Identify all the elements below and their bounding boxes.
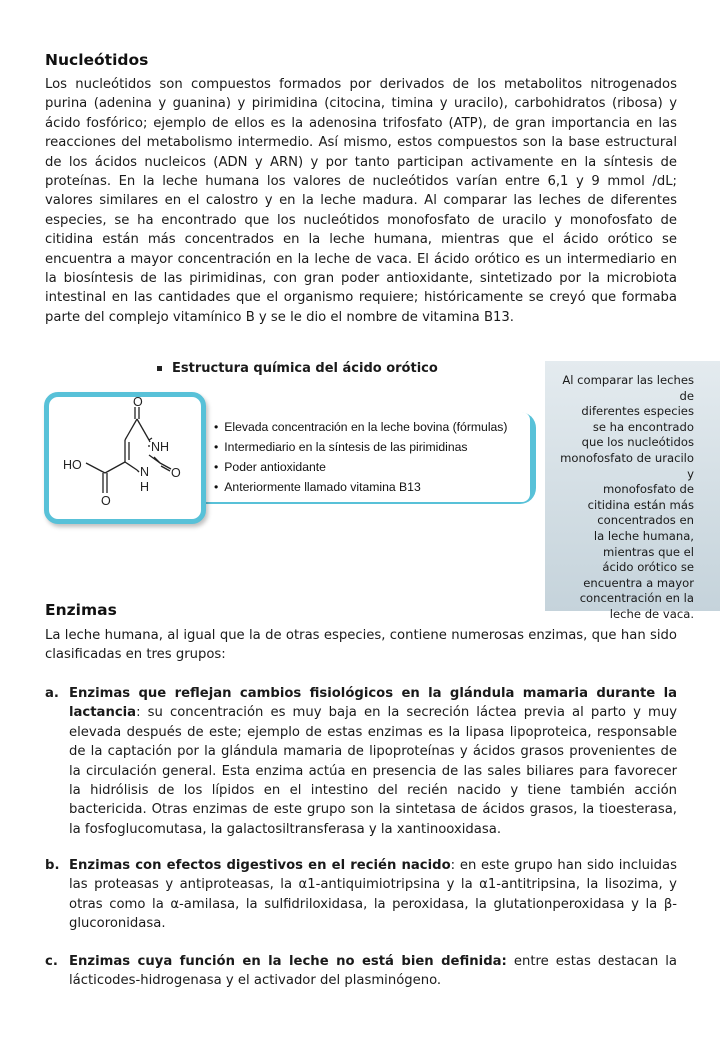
atom-label: N: [140, 465, 150, 479]
molecule-diagram: [49, 397, 201, 519]
sidebar-line: encuentra a mayor: [583, 575, 694, 590]
atom-label: NH: [151, 440, 170, 454]
atom-label: O: [171, 466, 181, 480]
list-marker: c.: [45, 954, 58, 969]
sidebar-line: mientras que el: [602, 544, 694, 559]
enzimas-intro: La leche humana, al igual que la de otras especies, contiene numerosas enzimas, que han sido clasificadas en tres grupos:: [45, 628, 677, 663]
list-item-text: : en este grupo han sido incluidas las proteasas y antiproteasas, la α1-antiquimiotripsina y la α1-antitripsina, la lisozima, y otras como la α-amilasa, la sulfidriloxidasa, la peroxidasa, la glutationperoxidasa y la β-glucoronidasa.: [69, 858, 677, 932]
sidebar-callout: [545, 361, 720, 621]
list-item-lead: Enzimas que reflejan cambios fisiológicos en la glándula mamaria durante la lactancia: [69, 686, 677, 721]
figure-bullet-item: • Intermediario en la síntesis de las pirimidinas: [214, 437, 530, 457]
sidebar-line: la leche humana,: [593, 528, 694, 543]
sidebar-line: diferentes especies: [581, 404, 694, 419]
list-item-text: : su concentración es muy baja en la secreción láctea previa al parto y muy elevada después de este; ejemplo de estas enzimas es la lipasa lipoproteica, responsable de la captación por la glándula mamaria de lipoproteínas y ácidos grasos provenientes de la circulación general. Esta enzima actúa en presencia de las sales biliares para favorecer la hidrólisis de los lípidos en el intestino del recién nacido y tiene también acción bactericida. Otras enzimas de este grupo son la sintetasa de ácidos grasos, la tioesterasa, la fosfoglucomutasa, la galactosiltransferasa y la xantinooxidasa.: [69, 705, 677, 837]
list-item: [45, 952, 677, 991]
list-item-body: [69, 952, 677, 991]
list-item-lead: Enzimas cuya función en la leche no está bien definida:: [69, 954, 507, 969]
figure-caption: [157, 361, 438, 376]
orotic-acid-structure: [44, 392, 206, 524]
atom-label: HO: [63, 458, 82, 472]
sidebar-line: se ha encontrado: [592, 419, 694, 434]
list-item: [45, 684, 677, 839]
sidebar-line: monofosfato de uracilo y: [560, 450, 694, 481]
list-marker: b.: [45, 858, 60, 873]
sidebar-line: leche de vaca.: [609, 606, 694, 621]
atom-label: O: [101, 494, 111, 508]
section-title-nucleotidos: Nucleótidos: [45, 51, 149, 69]
sidebar-line: concentración en la: [579, 591, 694, 606]
list-marker: a.: [45, 686, 59, 701]
sidebar-line: Al comparar las leches de: [562, 373, 694, 403]
list-item-text: entre estas destacan la lácticodes-hidrogenasa y el activador del plasminógeno.: [69, 954, 678, 989]
figure-bullet-item: • Anteriormente llamado vitamina B13: [214, 477, 530, 497]
sidebar-line: citidina están más: [587, 497, 694, 512]
figure-bullet-item: • Elevada concentración en la leche bovina (fórmulas): [214, 417, 530, 437]
nucleotidos-paragraph: Los nucleótidos son compuestos formados por derivados de los metabolitos nitrogenados purina (adenina y guanina) y pirimidina (citocina, timina y uracilo), carbohidratos (ribosa) y ácido fosfórico; ejemplo de ellos es la adenosina trifosfato (ATP), de gran importancia en las reacciones del metabolismo intermedio. Así mismo, estos compuestos son la base estructural de los ácidos nucleicos (ADN y ARN) y por tanto participan activamente en la síntesis de proteínas. En la leche humana los valores de nucleótidos varían entre 6,1 y 9 mmol /dL; valores similares en el calostro y en la leche madura. Al comparar las leches de diferentes especies, se ha encontrado que los nucleótidos monofosfato de uracilo y monofosfato de citidina están más concentrados en la leche humana, mientras que el ácido orótico se encuentra a mayor concentración en la leche de vaca. El ácido orótico es un intermediario en la biosíntesis de las pirimidinas, con gran poder antioxidante, sintetizado por la microbiota intestinal en las cantidades que el organismo requiere; históricamente se creyó que formaba parte del complejo vitamínico B y se le dio el nombre de vitamina B13.: [45, 77, 677, 325]
atom-label: H: [140, 480, 150, 494]
sidebar-line: que los nucleótidos: [581, 435, 694, 450]
list-item-body: [69, 684, 677, 839]
list-item-lead: Enzimas con efectos digestivos en el recién nacido: [69, 858, 451, 873]
list-item-body: [69, 856, 677, 934]
sidebar-line: monofosfato de: [602, 482, 694, 497]
figure-bullet-list: [204, 412, 530, 502]
list-item: [45, 856, 677, 934]
square-bullet-icon: [157, 366, 162, 371]
figure-caption-text: Estructura química del ácido orótico: [172, 361, 438, 376]
section-title-enzimas: Enzimas: [45, 601, 117, 619]
atom-label: O: [133, 397, 143, 409]
sidebar-line: ácido orótico se: [602, 560, 694, 575]
figure-bullet-item: • Poder antioxidante: [214, 457, 530, 477]
sidebar-line: concentrados en: [597, 513, 694, 528]
